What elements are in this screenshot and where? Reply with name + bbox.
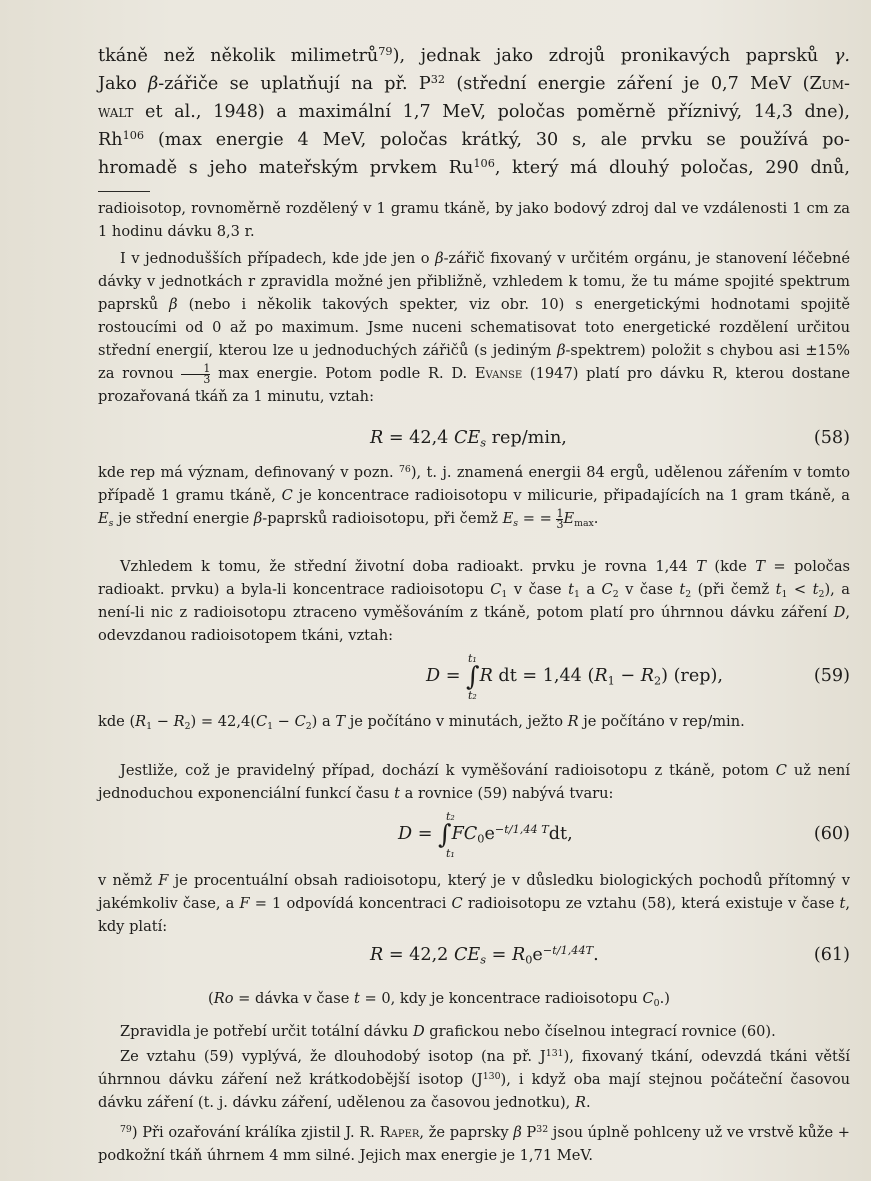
equation-body: D = ∫R dt = 1,44 $(R_1 - R_2)$ (rep), (426, 662, 723, 692)
paragraph-text: I v jednodušších případech, kde jde jen o β-zářič fixovaný v určitém orgánu, je stanovení léčebné dávky v jednotkách r zpravidla možné jen přibližně, vzhledem k tomu, že tu máme spojité spektrum paprsků β (nebo i několik takových spekter, viz obr. 10) s energetickými hodnotami spojitě rostoucími od 0 až po maximum. Jsme nuceni schematisovat toto energetické rozdělení určitou střední energií, kterou lze u jednoduchých zářičů (s jediným β-spektrem) položit s chybou asi ±15% za rovnou $\frac{1}{3}$ max energie. Potom podle R. D. Evanse (1947) platí pro dávku R, kterou dostane prozařovaná tkáň za 1 minutu, vztah: (98, 250, 850, 405)
text-line: walt et al., 1948) a maximální 1,7 MeV, poločas poměrně příznivý, 14,3 dne), (98, 102, 850, 122)
integral-upper-limit: t₁ (468, 652, 477, 665)
paragraph-5 (98, 710, 850, 733)
equation-note (98, 987, 850, 1010)
paragraph-text: kde rep má význam, definovaný v pozn. $^{76}$), t. j. znamená energii 84 ergů, udělenou zářením v tomto případě 1 gramu tkáně, C je koncentrace radioisotopu v milicurie, připadajících na 1 gram tkáně, a $E_s$ je střední energie β-paprsků radioisotopu, při čemž $E_s$ = = $\frac{1}{3}$ $E_{max}$. (98, 463, 851, 531)
equation-60 (98, 810, 850, 862)
fraction: $\frac{1}{3}$ (556, 507, 564, 531)
paragraph-3 (98, 461, 850, 530)
equation-number: (61) (813, 945, 850, 965)
integral-sign: ∫ (438, 820, 452, 850)
footnote-text: $^{79}$) Při ozařování králíka zjistil J. R. Raper, že paprsky β $P^{32}$ jsou úplně pohlceny už ve vrstvě kůže + podkožní tkáň úhrnem 4 mm silné. Jejich max energie je 1,71 MeV. (98, 1123, 851, 1164)
integral-lower-limit: t₂ (468, 689, 477, 702)
paragraph-9 (98, 1045, 850, 1114)
integral-sign: ∫ (466, 662, 480, 692)
equation-number: (58) (813, 428, 850, 448)
paragraph-text: kde $(R_1 - R_2) = 42,4(C_1 - C_2)$ a T je počítáno v minutách, ježto R je počítáno v rep/min. (98, 713, 745, 732)
note-text: (Ro = dávka v čase t = 0, kdy je koncentrace radioisotopu $C_0$.) (208, 990, 670, 1009)
footnote-79 (98, 1121, 850, 1167)
equation-59 (98, 652, 850, 704)
text-line: Jako β-zářiče se uplatňují na př. $P^{32}$ (střední energie záření je 0,7 MeV (Zum- (98, 72, 851, 94)
paragraph-text: Zpravidla je potřebí určit totální dávku D grafickou nebo číselnou integrací rovnice (60). (120, 1023, 776, 1040)
paragraph-text: v němž F je procentuální obsah radioisotopu, který je v důsledku biologických pochodů přítomný v jakémkoliv čase, a F = 1 odpovídá koncentraci C radioisotopu ze vztahu (58), která existuje v čase t, kdy platí: (98, 872, 851, 935)
integral-upper-limit: t₂ (446, 810, 455, 823)
paragraph-8 (98, 1020, 850, 1043)
equation-body: $D = \int FC_0e^{-t/1,44 T}dt$, (398, 820, 573, 850)
equation-body: R = 42,2 $CE_s = R_0e^{-t/1,44T}$. (370, 943, 599, 967)
equation-number: (59) (813, 666, 850, 686)
text-line: tkáně než několik milimetrů$^{79}$), jednak jako zdrojů pronikavých paprsků γ. (98, 44, 850, 66)
equation-58 (98, 428, 850, 454)
equation-61 (98, 945, 850, 971)
paragraph-7 (98, 869, 850, 938)
text-line: Rh$^{106}$ (max energie 4 MeV, poločas krátký, 30 s, ale prvku se používá po- (98, 128, 850, 150)
text-line: hromadě s jeho mateřským prvkem Ru$^{106}$, který má dlouhý poločas, 290 dnů, (98, 156, 850, 178)
paragraph-4 (98, 555, 850, 647)
footnote-continuation (98, 197, 850, 243)
equation-body: R = 42,4 $CE_s$ rep/min, (370, 428, 567, 450)
footnote-text: radioisotop, rovnoměrně rozdělený v 1 gramu tkáně, by jako bodový zdroj dal ve vzdálenosti 1 cm za 1 hodinu dávku 8,3 r. (98, 200, 850, 240)
paragraph-6 (98, 759, 850, 805)
paragraph-text: Ze vztahu (59) vyplývá, že dlouhodobý isotop (na př. $J^{131}$), fixovaný tkání, odevzdá tkáni větší úhrnnou dávku záření než krátkodobější isotop $(J^{130})$, i když oba mají stejnou počáteční časovou dávku záření (t. j. dávku záření, udělenou za časovou jednotku), R. (98, 1047, 850, 1111)
paragraph-text: Jestliže, což je pravidelný případ, dochází k vyměšování radioisotopu z tkáně, potom C už není jednoduchou exponenciální funkcí času t a rovnice (59) nabývá tvaru: (98, 762, 850, 802)
equation-number: (60) (813, 824, 850, 844)
footnote-rule (98, 191, 150, 192)
paragraph-text: Vzhledem k tomu, že střední životní doba radioakt. prvku je rovna 1,44 T (kde T = poločas radioakt. prvku) a byla-li koncentrace radioisotopu $C_1$ v čase $t_1$ a $C_2$ v čase $t_2$ (při čemž $t_1 < t_2$), a není-li nic z radioisotopu ztraceno vyměšováním z tkáně, potom platí pro úhrnnou dávku záření D, odevzdanou radioisotopem tkáni, vztah: (98, 558, 851, 644)
fraction: $\frac{1}{3}$ (181, 364, 210, 385)
integral-lower-limit: t₁ (446, 847, 455, 860)
paragraph-2 (98, 247, 850, 408)
paragraph-continuation (98, 42, 850, 182)
